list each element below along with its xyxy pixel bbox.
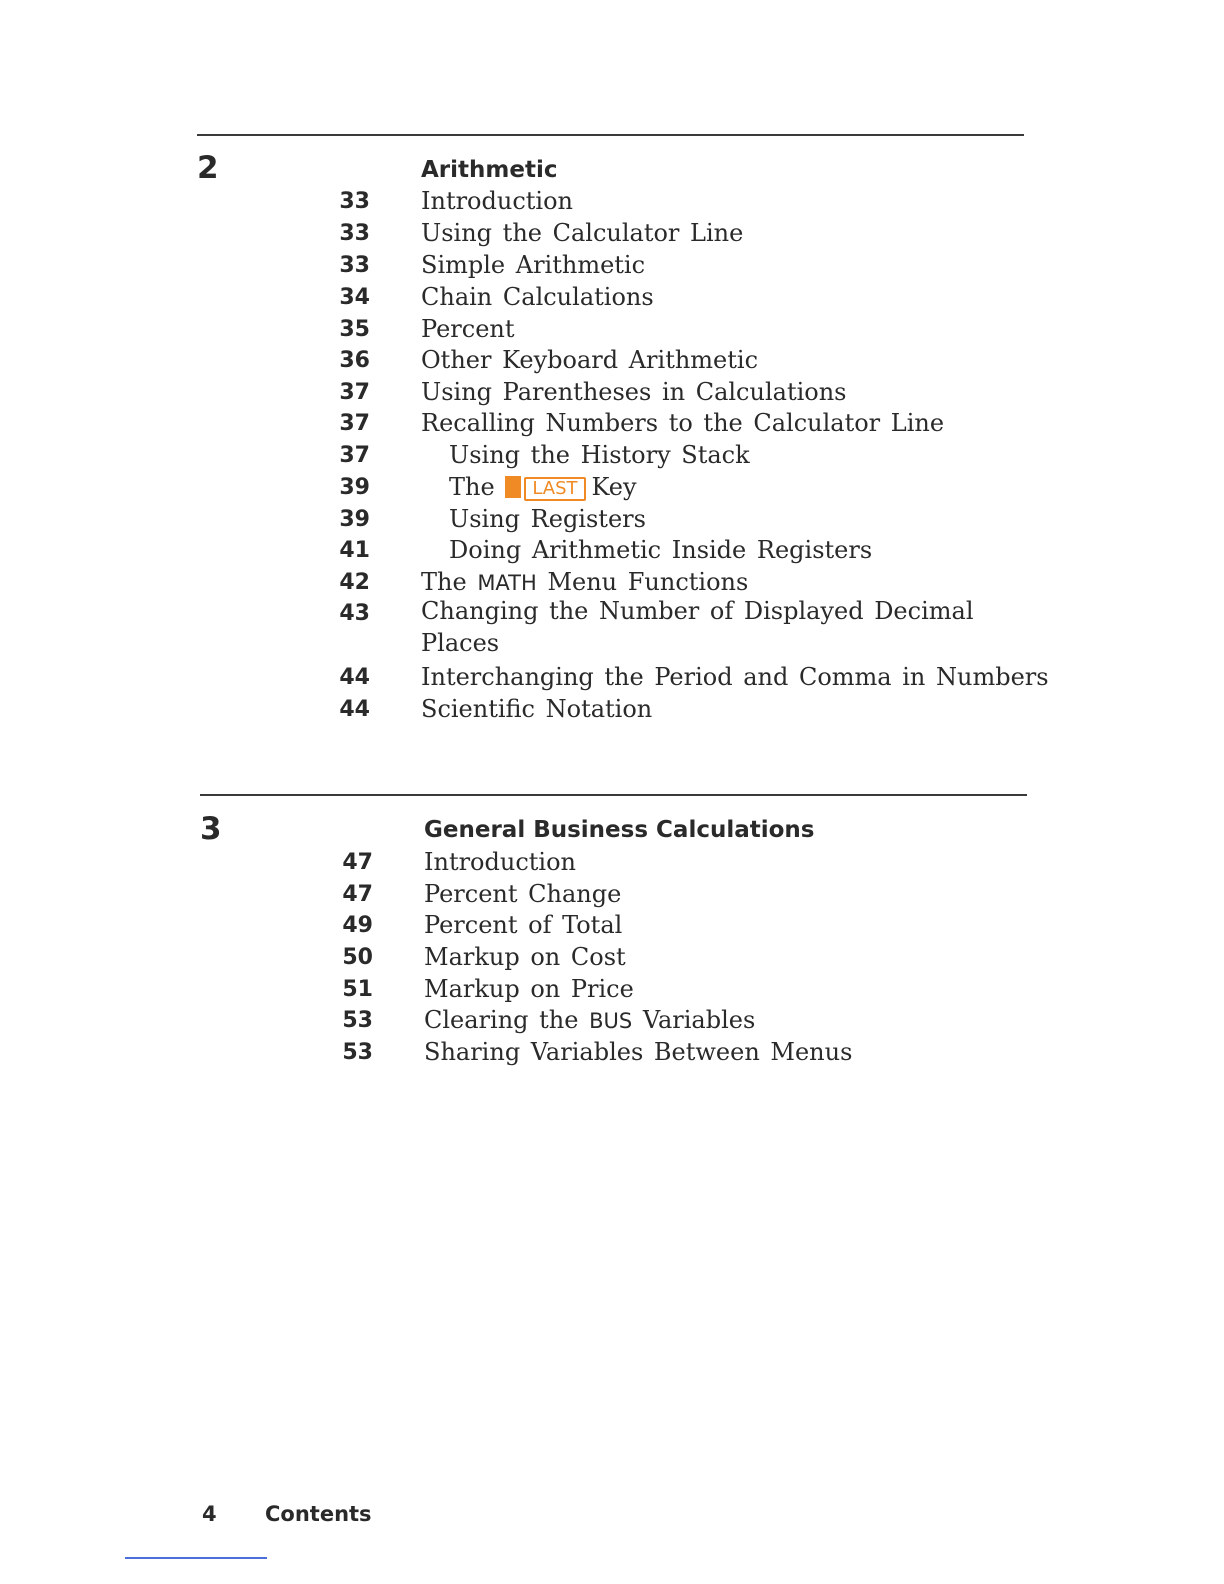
entry-title-suffix: Key (591, 473, 637, 501)
chapter-3-title: General Business Calculations (424, 817, 815, 843)
footer-label: Contents (265, 1502, 372, 1526)
entry-title (421, 568, 748, 596)
page-number: 42 (339, 570, 370, 595)
page-number: 47 (342, 850, 373, 875)
entry-title: Simple Arithmetic (421, 251, 646, 279)
entry-title-suffix: Menu Functions (547, 568, 749, 596)
entry-title-suffix: Variables (642, 1006, 756, 1034)
chapter-2-rule (197, 134, 1024, 136)
page-number: 33 (339, 221, 370, 246)
entry-title: Using Registers (449, 505, 646, 533)
chapter-3-rule (200, 794, 1027, 796)
menu-name: BUS (589, 1009, 633, 1033)
entry-title: Introduction (424, 848, 576, 876)
entry-title: Using the Calculator Line (421, 219, 744, 247)
entry-title: Using the History Stack (449, 441, 750, 469)
chapter-2-number: 2 (197, 150, 219, 186)
chapter-2-title: Arithmetic (421, 157, 558, 183)
page-number: 41 (339, 538, 370, 563)
entry-title-prefix: Clearing the (424, 1006, 579, 1034)
page-number: 53 (342, 1040, 373, 1065)
page-number: 34 (339, 285, 370, 310)
page-number: 39 (339, 507, 370, 532)
entry-title: Using Parentheses in Calculations (421, 378, 847, 406)
menu-name: MATH (477, 571, 537, 595)
entry-title: Recalling Numbers to the Calculator Line (421, 409, 945, 437)
shift-key-icon (505, 476, 521, 498)
page-number: 33 (339, 253, 370, 278)
page-number: 43 (339, 601, 370, 626)
page-number: 37 (339, 380, 370, 405)
page-number: 37 (339, 411, 370, 436)
page-number: 36 (339, 348, 370, 373)
page-number: 51 (342, 977, 373, 1002)
entry-title: Chain Calculations (421, 283, 654, 311)
entry-title (424, 1006, 755, 1034)
page-number: 44 (339, 665, 370, 690)
chapter-3-number: 3 (200, 811, 222, 847)
entry-title: Percent (421, 315, 515, 343)
entry-title: Scientific Notation (421, 695, 653, 723)
last-key-icon: LAST (524, 477, 585, 501)
entry-title: Interchanging the Period and Comma in Numbers (421, 663, 1049, 691)
entry-title (449, 473, 637, 501)
entry-title: Other Keyboard Arithmetic (421, 346, 759, 374)
entry-title: Percent Change (424, 880, 622, 908)
page-number: 47 (342, 882, 373, 907)
page-number: 53 (342, 1008, 373, 1033)
page-number: 37 (339, 443, 370, 468)
entry-title: Markup on Price (424, 975, 634, 1003)
entry-title: Changing the Number of Displayed Decimal Places (421, 597, 974, 657)
footer-page-number: 4 (202, 1502, 217, 1526)
entry-title: Doing Arithmetic Inside Registers (449, 536, 873, 564)
page-number: 50 (342, 945, 373, 970)
entry-title-prefix: The (421, 568, 467, 596)
entry-title: Sharing Variables Between Menus (424, 1038, 853, 1066)
entry-title: Percent of Total (424, 911, 623, 939)
page-number: 33 (339, 189, 370, 214)
scan-edge-line (125, 1557, 267, 1559)
page-number: 44 (339, 697, 370, 722)
page-number: 35 (339, 317, 370, 342)
entry-title: Introduction (421, 187, 573, 215)
entry-title-prefix: The (449, 473, 495, 501)
page-number: 39 (339, 475, 370, 500)
entry-title: Markup on Cost (424, 943, 626, 971)
page-number: 49 (342, 913, 373, 938)
